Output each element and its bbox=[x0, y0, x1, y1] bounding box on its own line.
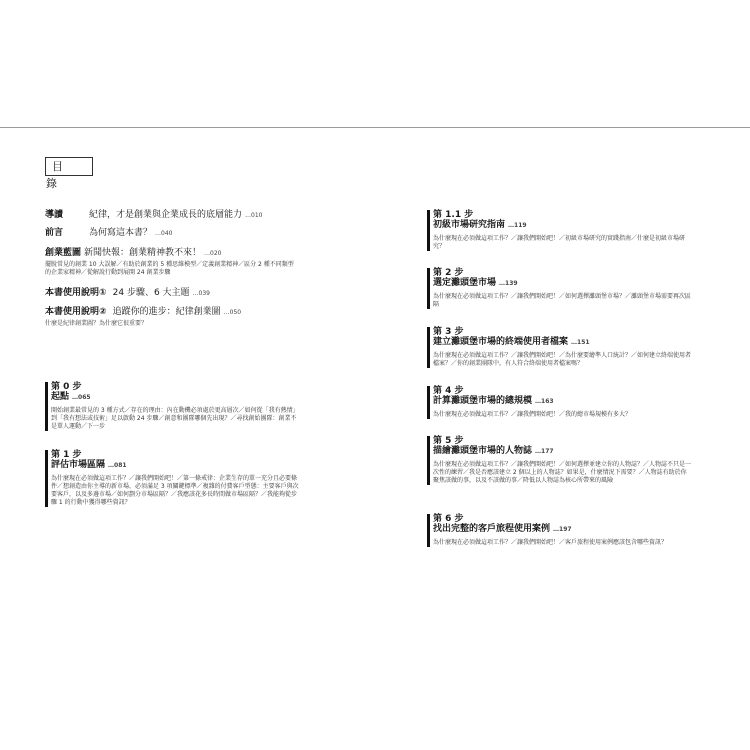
step-page: …177 bbox=[535, 448, 554, 455]
step-description: 為什麼現在必須做這項工作？／讓我們開始吧！／如何選擇灘頭堡市場？／灘頭堡市場需要再次區隔 bbox=[433, 293, 692, 308]
step-number: 第 0 步 bbox=[51, 382, 82, 392]
toc-step-6[interactable] bbox=[427, 514, 691, 547]
entry-page: …040 bbox=[155, 230, 173, 237]
toc-heading: 目 錄 bbox=[45, 157, 93, 176]
toc-entry-intro[interactable] bbox=[45, 209, 262, 222]
step-number: 第 4 步 bbox=[433, 386, 464, 396]
entry-title: 24 步驟、6 大主題 bbox=[112, 288, 190, 298]
step-title: 建立灘頭堡市場的終端使用者檔案 …151 bbox=[433, 337, 590, 347]
step-title: 評估市場區隔 …081 bbox=[51, 460, 127, 470]
entry-label: 本書使用說明② bbox=[45, 307, 107, 317]
toc-step-0[interactable] bbox=[45, 382, 299, 431]
toc-step-3[interactable] bbox=[427, 327, 691, 368]
step-description: 為什麼現在必須做這項工作？／讓我們開始吧！／我的總市場規模有多大？ bbox=[433, 411, 632, 418]
step-number: 第 3 步 bbox=[433, 327, 464, 337]
step-title: 初級市場研究指南 …119 bbox=[433, 220, 527, 230]
toc-step-2[interactable] bbox=[427, 268, 691, 309]
step-number: 第 6 步 bbox=[433, 514, 464, 524]
entry-label: 本書使用說明① bbox=[45, 288, 107, 298]
entry-label: 創業藍圖 bbox=[45, 248, 82, 258]
toc-entry-usage-1[interactable] bbox=[45, 287, 210, 300]
page-top-rule bbox=[0, 127, 750, 128]
step-title: 描繪灘頭堡市場的人物誌 …177 bbox=[433, 446, 554, 456]
step-description: 為什麼現在必須做這項工作？／讓我們開始吧！／客戶旅程使用案例應該包含哪些資訊？ bbox=[433, 539, 668, 546]
step-description: 為什麼現在必須做這項工作？／讓我們開始吧！／第一條戒律：企業生存的單一充分且必要條件／想創造由你主導的新市場，必須滿足 3 項關鍵標準／複雜的付費客戶型態：主要客戶與次要客戶，以及多邊市場／如何劃分市場區隔？／我應該花多長時間做市場區隔？／我能夠從步驟 1 的行動中獲得哪些資訊？ bbox=[51, 475, 299, 506]
step-description: 為什麼現在必須做這項工作？／讓我們開始吧！／初級市場研究的實踐指南／什麼是初級市場研究？ bbox=[433, 235, 686, 250]
toc-entry-blueprint[interactable] bbox=[45, 247, 295, 277]
toc-entry-usage-2[interactable] bbox=[45, 306, 295, 328]
step-number: 第 5 步 bbox=[433, 436, 464, 446]
step-title: 起點 …065 bbox=[51, 392, 91, 402]
toc-entry-preface[interactable] bbox=[45, 227, 172, 240]
entry-title: 新聞快報：創業精神教不來！ bbox=[84, 248, 202, 258]
step-number: 第 1.1 步 bbox=[433, 210, 474, 220]
toc-step-5[interactable] bbox=[427, 436, 691, 485]
toc-step-1[interactable] bbox=[45, 450, 299, 507]
entry-label: 導讀 bbox=[45, 210, 64, 220]
entry-page: …020 bbox=[204, 250, 222, 257]
entry-description: 擺脫常見的創業 10 大誤解／有助於創業的 5 種思維模型／定義創業精神／區分 2 種不同類型的企業家精神／從解說行動到展開 24 創業步驟 bbox=[45, 261, 294, 276]
step-title: 計算灘頭堡市場的總規模 …163 bbox=[433, 396, 554, 406]
toc-step-4[interactable] bbox=[427, 386, 691, 419]
step-page: …119 bbox=[508, 222, 527, 229]
step-description: 開始創業最常見的 3 種方式／存在的理由：內在動機必須處於更高層次／如何從「我有熱情」到「我有想法或技術」足以啟動 24 步驟／創意和團隊哪個先出現？／尋找創始團隊：創業不是單人運動／下一步 bbox=[51, 407, 299, 430]
entry-description: 什麼是紀律創業圖？為什麼它很重要？ bbox=[45, 320, 148, 327]
step-page: …197 bbox=[553, 526, 572, 533]
entry-page: …010 bbox=[245, 212, 263, 219]
entry-title: 紀律，才是創業與企業成長的底層能力 bbox=[89, 210, 243, 220]
entry-label: 前言 bbox=[45, 228, 64, 238]
step-number: 第 2 步 bbox=[433, 268, 464, 278]
entry-page: …039 bbox=[192, 290, 210, 297]
step-title: 選定灘頭堡市場 …139 bbox=[433, 278, 518, 288]
entry-title: 追蹤你的進步：紀律創業圖 bbox=[112, 307, 221, 317]
step-description: 為什麼現在必須做這項工作？／讓我們開始吧！／為什麼要繪準人口統計？／如何建立終端使用者檔案？／你的創業團隊中，有人符合終端使用者檔案嗎？ bbox=[433, 352, 692, 367]
step-title: 找出完整的客戶旅程使用案例 …197 bbox=[433, 524, 572, 534]
step-page: …151 bbox=[571, 339, 590, 346]
step-page: …163 bbox=[535, 398, 554, 405]
step-page: …065 bbox=[72, 394, 91, 401]
entry-page: …050 bbox=[223, 309, 242, 316]
step-page: …081 bbox=[108, 462, 127, 469]
step-page: …139 bbox=[499, 280, 518, 287]
step-number: 第 1 步 bbox=[51, 450, 82, 460]
entry-title: 為何寫這本書？ bbox=[89, 228, 153, 238]
step-description: 為什麼現在必須做這項工作？／讓我們開始吧！／如何選擇並建立你的人物誌？／人物誌不只是一次性的練習／我是否應該建立 2 個以上的人物誌？如果是，什麼情況下需要？／人物誌有助於你聚焦該做的事，以及不該做的事／降低以人物誌為核心所帶來的風險 bbox=[433, 461, 692, 484]
toc-step-1-1[interactable] bbox=[427, 210, 691, 251]
